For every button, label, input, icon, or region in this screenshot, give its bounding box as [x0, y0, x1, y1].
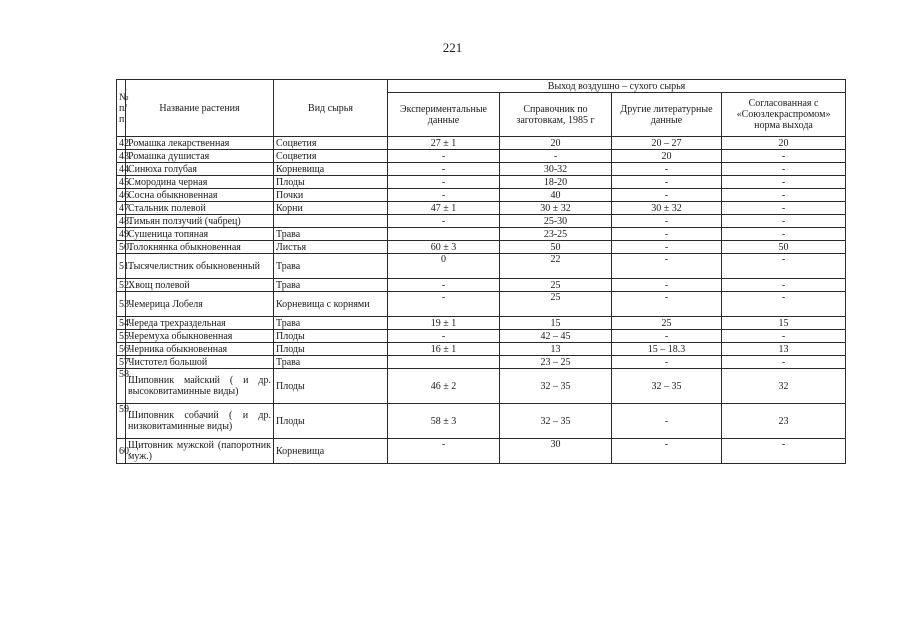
literature-value: - [612, 215, 722, 228]
agreed-norm-value: - [722, 228, 846, 241]
literature-value: - [612, 228, 722, 241]
row-number: 44. [117, 163, 126, 176]
plant-name: Чемерица Лобеля [126, 292, 274, 317]
literature-value: 25 [612, 317, 722, 330]
agreed-norm-value: 50 [722, 241, 846, 254]
table-row [117, 163, 846, 176]
literature-value: - [612, 439, 722, 464]
row-number: 49. [117, 228, 126, 241]
experimental-value: - [388, 189, 500, 202]
plant-yield-table [116, 79, 846, 464]
row-number: 51. [117, 254, 126, 279]
experimental-value: - [388, 163, 500, 176]
reference-value: 18-20 [500, 176, 612, 189]
row-number: 52. [117, 279, 126, 292]
literature-value: - [612, 356, 722, 369]
table-row [117, 215, 846, 228]
header-raw-type: Вид сырья [274, 80, 388, 137]
experimental-value: 27 ± 1 [388, 137, 500, 150]
reference-value: 32 – 35 [500, 369, 612, 404]
reference-value: 30 [500, 439, 612, 464]
experimental-value: - [388, 439, 500, 464]
header-num: № п/п [117, 80, 126, 137]
plant-name: Ромашка лекарственная [126, 137, 274, 150]
agreed-norm-value: - [722, 439, 846, 464]
raw-type: Плоды [274, 176, 388, 189]
experimental-value: - [388, 292, 500, 317]
agreed-norm-value: - [722, 330, 846, 343]
reference-value: 30-32 [500, 163, 612, 176]
raw-type: Соцветия [274, 150, 388, 163]
literature-value: - [612, 163, 722, 176]
plant-name: Шиповник собачий ( и др. низковитаминные виды) [126, 404, 274, 439]
experimental-value: - [388, 215, 500, 228]
reference-value: 13 [500, 343, 612, 356]
reference-value: 23 – 25 [500, 356, 612, 369]
agreed-norm-value: - [722, 176, 846, 189]
plant-name: Тимьян ползучий (чабрец) [126, 215, 274, 228]
literature-value: 20 [612, 150, 722, 163]
literature-value: - [612, 254, 722, 279]
plant-name: Синюха голубая [126, 163, 274, 176]
agreed-norm-value: - [722, 215, 846, 228]
row-number: 50. [117, 241, 126, 254]
plant-name: Череда трехраздельная [126, 317, 274, 330]
plant-name: Сушеница топяная [126, 228, 274, 241]
reference-value: - [500, 150, 612, 163]
reference-value: 42 – 45 [500, 330, 612, 343]
reference-value: 22 [500, 254, 612, 279]
table-row [117, 356, 846, 369]
literature-value: 15 – 18.3 [612, 343, 722, 356]
experimental-value [388, 228, 500, 241]
reference-value: 30 ± 32 [500, 202, 612, 215]
experimental-value: 47 ± 1 [388, 202, 500, 215]
agreed-norm-value: - [722, 163, 846, 176]
plant-name: Черника обыкновенная [126, 343, 274, 356]
plant-name: Щитовник мужской (папоротник муж.) [126, 439, 274, 464]
agreed-norm-value: - [722, 279, 846, 292]
table-row [117, 189, 846, 202]
plant-name: Шиповник майский ( и др. высоковитаминные виды) [126, 369, 274, 404]
raw-type: Плоды [274, 404, 388, 439]
row-number: 42. [117, 137, 126, 150]
experimental-value: - [388, 150, 500, 163]
header-plant-name: Название растения [126, 80, 274, 137]
reference-value: 50 [500, 241, 612, 254]
header-agreed-norm: Согласованная с «Союзлекраспромом» норма выхода [722, 93, 846, 137]
table-row [117, 202, 846, 215]
table-row [117, 254, 846, 279]
raw-type: Плоды [274, 369, 388, 404]
raw-type: Трава [274, 279, 388, 292]
raw-type: Корневища [274, 163, 388, 176]
raw-type: Трава [274, 317, 388, 330]
experimental-value [388, 356, 500, 369]
reference-value: 32 – 35 [500, 404, 612, 439]
experimental-value: 46 ± 2 [388, 369, 500, 404]
experimental-value: 16 ± 1 [388, 343, 500, 356]
literature-value: - [612, 404, 722, 439]
experimental-value: 19 ± 1 [388, 317, 500, 330]
raw-type: Плоды [274, 330, 388, 343]
table-row [117, 279, 846, 292]
header-experimental: Экспериментальные данные [388, 93, 500, 137]
experimental-value: - [388, 176, 500, 189]
experimental-value: - [388, 279, 500, 292]
experimental-value: 0 [388, 254, 500, 279]
plant-name: Тысячелистник обыкновенный [126, 254, 274, 279]
agreed-norm-value: 32 [722, 369, 846, 404]
row-number: 48. [117, 215, 126, 228]
raw-type: Почки [274, 189, 388, 202]
table-row [117, 404, 846, 439]
header-reference: Справочник по заготовкам, 1985 г [500, 93, 612, 137]
literature-value: - [612, 189, 722, 202]
literature-value: - [612, 241, 722, 254]
plant-name: Черемуха обыкновенная [126, 330, 274, 343]
raw-type: Трава [274, 254, 388, 279]
literature-value: - [612, 279, 722, 292]
literature-value: - [612, 176, 722, 189]
row-number: 43. [117, 150, 126, 163]
raw-type: Трава [274, 228, 388, 241]
literature-value: - [612, 330, 722, 343]
plant-name: Ромашка душистая [126, 150, 274, 163]
plant-name: Толокнянка обыкновенная [126, 241, 274, 254]
row-number: 47. [117, 202, 126, 215]
row-number: 46. [117, 189, 126, 202]
reference-value: 25 [500, 279, 612, 292]
raw-type: Корневища [274, 439, 388, 464]
raw-type: Листья [274, 241, 388, 254]
raw-type [274, 215, 388, 228]
agreed-norm-value: - [722, 254, 846, 279]
plant-name: Смородина черная [126, 176, 274, 189]
literature-value: 32 – 35 [612, 369, 722, 404]
row-number: 55. [117, 330, 126, 343]
table-row [117, 369, 846, 404]
table-row [117, 137, 846, 150]
row-number: 53. [117, 292, 126, 317]
reference-value: 20 [500, 137, 612, 150]
experimental-value: 60 ± 3 [388, 241, 500, 254]
reference-value: 25 [500, 292, 612, 317]
table-row [117, 150, 846, 163]
row-number: 57. [117, 356, 126, 369]
reference-value: 40 [500, 189, 612, 202]
table-row [117, 317, 846, 330]
header-yield-group: Выход воздушно – сухого сырья [388, 80, 846, 93]
raw-type: Соцветия [274, 137, 388, 150]
reference-value: 23-25 [500, 228, 612, 241]
raw-type: Корни [274, 202, 388, 215]
row-number: 58. [117, 369, 126, 404]
reference-value: 15 [500, 317, 612, 330]
agreed-norm-value: - [722, 150, 846, 163]
experimental-value: 58 ± 3 [388, 404, 500, 439]
experimental-value: - [388, 330, 500, 343]
literature-value: - [612, 292, 722, 317]
table-row [117, 439, 846, 464]
literature-value: 30 ± 32 [612, 202, 722, 215]
row-number: 45. [117, 176, 126, 189]
table-row [117, 228, 846, 241]
table-row [117, 330, 846, 343]
literature-value: 20 – 27 [612, 137, 722, 150]
plant-name: Сосна обыкновенная [126, 189, 274, 202]
table-row [117, 176, 846, 189]
table-row [117, 292, 846, 317]
plant-name: Чистотел большой [126, 356, 274, 369]
agreed-norm-value: 15 [722, 317, 846, 330]
raw-type: Корневища с корнями [274, 292, 388, 317]
page-number: 221 [442, 40, 463, 55]
row-number: 59. [117, 404, 126, 439]
agreed-norm-value: - [722, 356, 846, 369]
agreed-norm-value: - [722, 202, 846, 215]
agreed-norm-value: - [722, 292, 846, 317]
plant-name: Стальник полевой [126, 202, 274, 215]
agreed-norm-value: 23 [722, 404, 846, 439]
row-number: 54. [117, 317, 126, 330]
agreed-norm-value: 20 [722, 137, 846, 150]
agreed-norm-value: 13 [722, 343, 846, 356]
table-row [117, 241, 846, 254]
plant-name: Хвощ полевой [126, 279, 274, 292]
table-row [117, 343, 846, 356]
raw-type: Плоды [274, 343, 388, 356]
header-literature: Другие литературные данные [612, 93, 722, 137]
row-number: 56. [117, 343, 126, 356]
reference-value: 25-30 [500, 215, 612, 228]
row-number: 60. [117, 439, 126, 464]
agreed-norm-value: - [722, 189, 846, 202]
raw-type: Трава [274, 356, 388, 369]
